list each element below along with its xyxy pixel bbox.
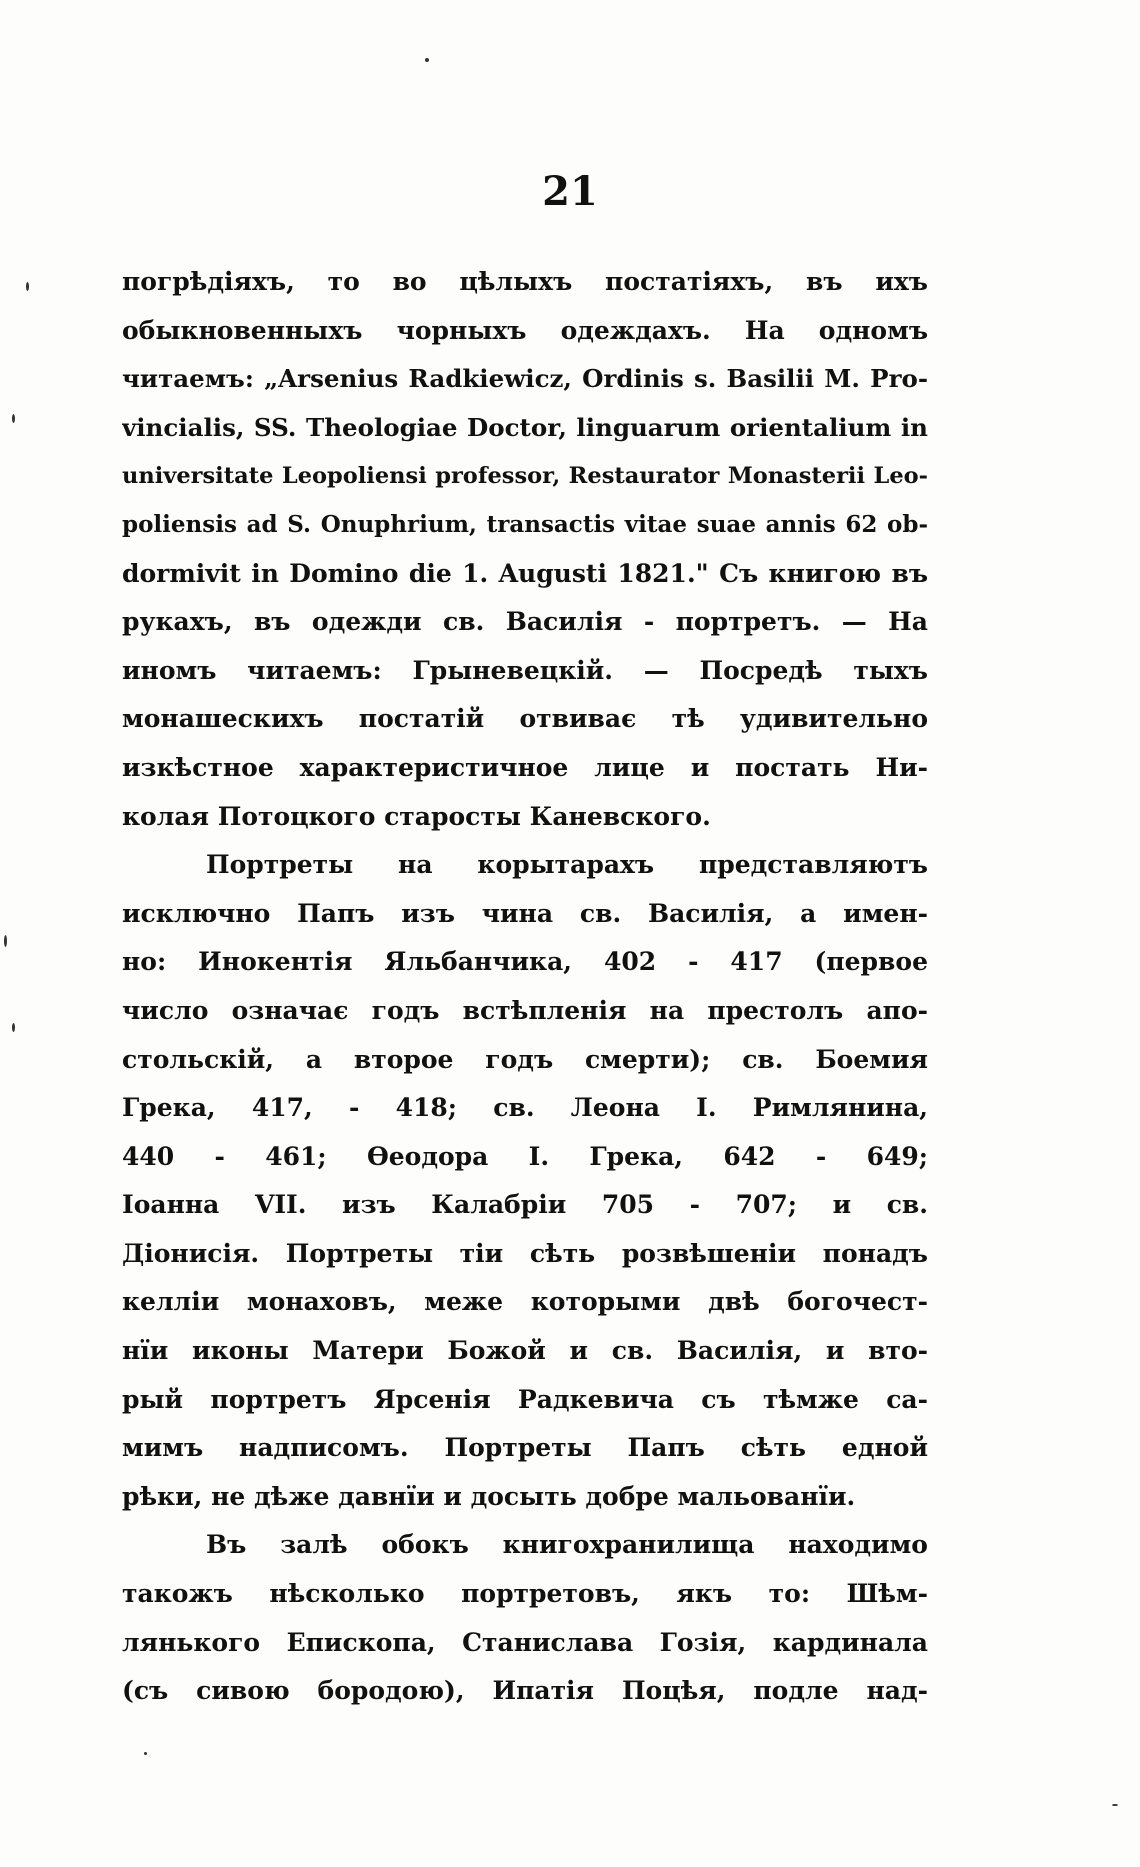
text-line: (съ сивою бородою), Ипатія Поцѣя, подле над- [122,1676,928,1706]
text-line: обыкновенныхъ чорныхъ одеждахъ. На одномъ [122,315,928,345]
scan-speck [26,282,29,291]
text-line: рѣки, не дѣже давнїи и досыть добре мальованїи. [122,1481,856,1511]
scan-speck [12,414,15,423]
text-line: число означає годъ встѣпленія на престолъ апо- [122,995,928,1025]
text-line: universitate Leopoliensi professor, Restaurator Monasterii Leo- [122,463,928,490]
text-line: иномъ читаемъ: Грыневецкій. — Посредѣ тыхъ [122,655,928,685]
scan-speck [4,935,7,947]
text-line: исключно Папъ изъ чина св. Василія, а имен- [122,898,928,928]
page-number: 21 [542,168,598,215]
text-line: но: Инокентія Яльбанчика, 402 - 417 (первое [122,947,928,977]
text-line: келліи монаховъ, меже которыми двѣ богочест- [122,1287,928,1317]
scan-speck [425,58,429,62]
scan-speck [1112,1804,1118,1806]
text-line: колая Потоцкого старосты Каневского. [122,801,711,831]
text-line: poliensis ad S. Onuphrium, transactis vitae suae annis 62 ob- [122,510,928,538]
text-line: изкѣстное характеристичное лице и постать Ни- [122,752,928,782]
text-line: монашескихъ постатій отвиває тѣ удивительно [122,704,928,734]
text-line: погрѣдіяхъ, то во цѣлыхъ постатіяхъ, въ ихъ [122,267,928,296]
text-line: лянького Епископа, Станислава Гозія, кардинала [122,1627,928,1657]
text-line: нїи иконы Матери Божой и св. Василія, и вто- [122,1336,928,1366]
scan-speck [144,1752,147,1755]
body-text [122,258,928,1716]
text-line: 440 - 461; Ѳеодора І. Грека, 642 - 649; [122,1141,928,1171]
text-line: Портреты на корытарахъ представляютъ [206,850,928,880]
text-line: Грека, 417, - 418; св. Леона І. Римлянина, [122,1093,928,1123]
text-line: рукахъ, въ одежди св. Василія - портретъ. — На [122,607,928,637]
scan-speck [12,1023,15,1032]
text-line: читаемъ: „Arsenius Radkiewicz, Ordinis s. Basilii M. Pro- [122,364,928,394]
text-line: Въ залѣ обокъ книгохранилища находимо [206,1530,928,1560]
text-line: Діонисія. Портреты тіи сѣть розвѣшеніи понадъ [122,1238,928,1268]
text-line: мимъ надписомъ. Портреты Папъ сѣть едной [122,1433,928,1463]
text-line: dormivit in Domino die 1. Augusti 1821." Съ книгою въ [122,558,928,588]
text-line: рый портретъ Ярсенія Радкевича съ тѣмже са- [122,1384,928,1414]
text-line: vincialis, SS. Theologiae Doctor, linguarum orientalium in [122,412,928,442]
text-line: Іоанна VII. изъ Калабріи 705 - 707; и св. [122,1190,928,1220]
text-line: такожъ нѣсколько портретовъ, якъ то: Шѣм- [122,1579,928,1609]
text-line: стольскій, а второе годъ смерти); св. Боемия [122,1044,928,1074]
